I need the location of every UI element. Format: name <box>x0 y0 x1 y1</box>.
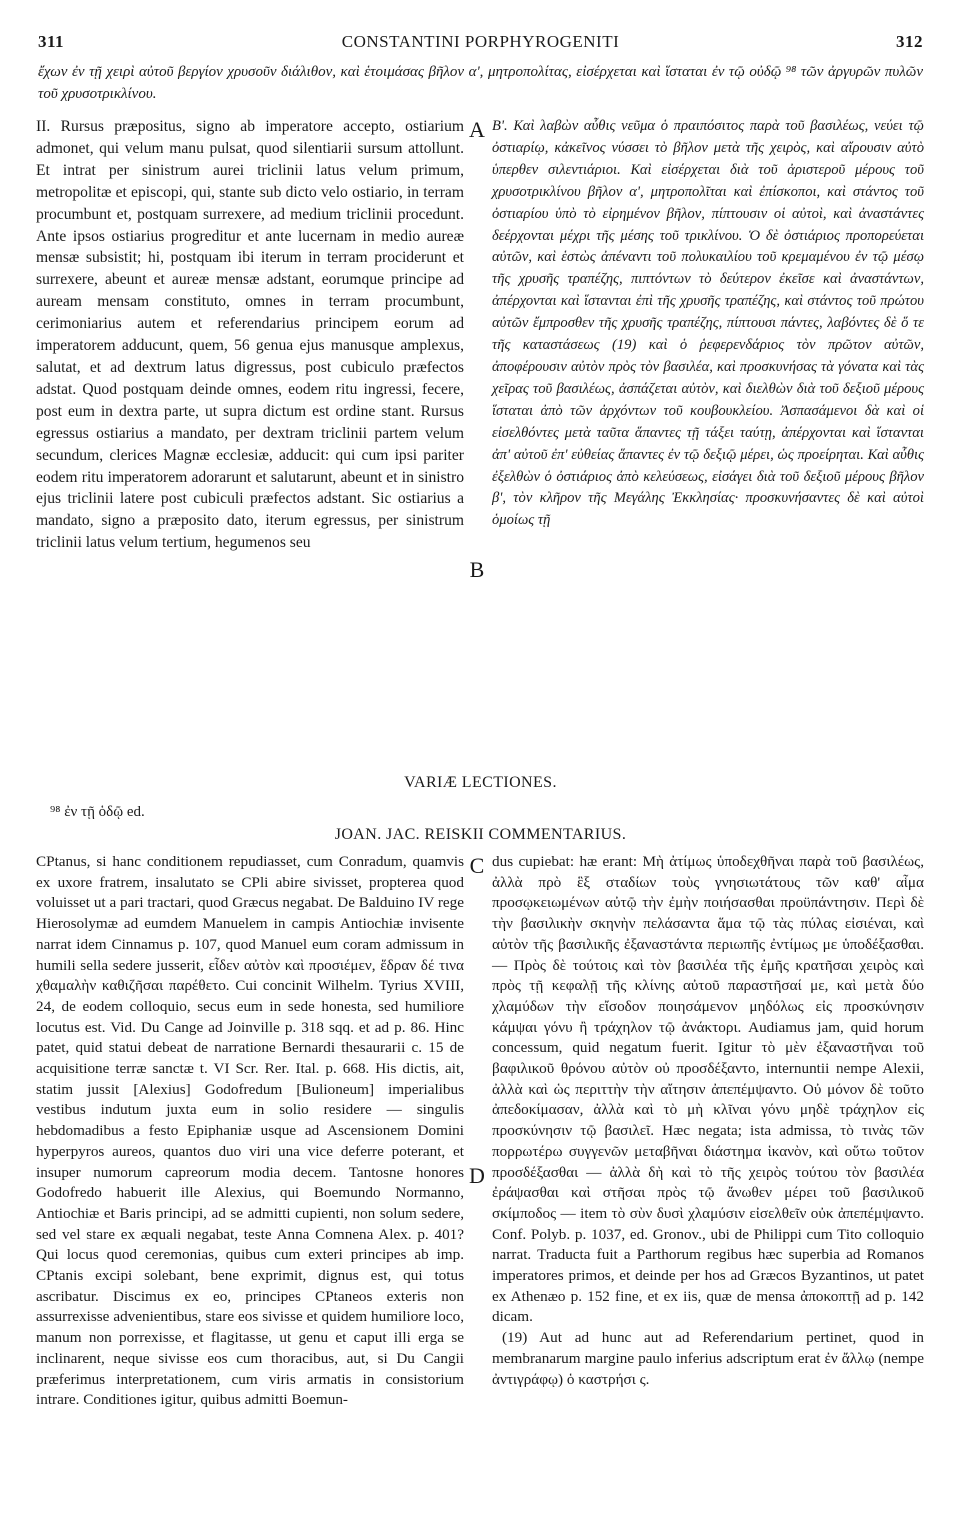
greek-paragraph: Β'. Καὶ λαβὼν αὖθις νεῦμα ὁ πραιπόσιτος παρὰ τοῦ βασιλέως, νεύει τῷ ὀστιαρίῳ, κἀκεῖνος νύσσει τὸ βῆλον μετὰ τῆς χειρὸς, καὶ αἴρουσιν αὐτὸ ὑπερθεν σιλεντιάριοι. Καὶ εἰσέρχεται διὰ τοῦ ἀριστεροῦ μέρους τοῦ χρυσοτρικλίνου βῆλον α', μητροπολῖται καὶ ἐπίσκοποι, καὶ στάντος τοῦ ὀστιαρίου ὑπὸ τὸ εἰρημένον βῆλον, πίπτουσιν οἱ αὐτοὶ, καὶ ἀναστάντες δεέρχονται μέχρι τῆς μέσης τοῦ τρικλίνου. Ὁ δὲ ὀστιάριος προπορεύεται αὐτῶν, καὶ ἑστὼς ἀπέναντι τοῦ πολυκαιλίου τοῦ κρεμαμένου ἐν τῷ μέσῳ τῆς χρυσῆς τραπέζης, πιπτόντων τὸ δεύτερον ἐκεῖσε καὶ ἀναστάντων, ἀπέρχονται καὶ ἵστανται ἐπὶ τῆς χρυσῆς τραπέζης, καὶ στάντος τοῦ πρώτου αὐτῶν ἔμπροσθεν τῆς χρυσῆς τραπέζης, πίπτουσι πάντες, λαβόντες δὲ ὅ τε τῆς καταστάσεως (19) καὶ ὁ ῥεφερενδάριος τὸν πρῶτον αὐτῶν, ἀποφέρουσιν αὐτὸν πρὸς τὸν βασιλέα, καὶ προσκυνήσας τὰ γόνατα καὶ τὰς χεῖρας τοῦ βασιλέως, ἀσπάζεται αὐτὸν, καὶ διελθὼν διὰ τοῦ δεξιοῦ μέρους ἵσταται ἀπὸ τῶν ἀρχόντων τοῦ κουβουκλείου. Ἀσπασάμενοι δὰ καὶ οἱ εἰσελθόντες μετὰ ταῦτα ἅπαντες τῇ τάξει ταύτῃ, ἀπέρχονται καὶ ἵστανται ἀπ' αὐτοῦ ἐπ' εὐθείας ἅπαντες ἐν τῷ δεξιῷ μέρει, ὡς προείρηται. Καὶ αὖθις ἐξελθὼν ὁ ὀστιάριος ἀπὸ κελεύσεως, εἰσάγει διὰ τοῦ δεξιοῦ μέρους βῆλον β', τὸν κλῆρον τῆς Μεγάλης Ἐκκλησίας· προσκυνήσαντες δὲ καὶ αὐτοὶ ὁμοίως τῇ <box>492 118 924 529</box>
margin-letter-d: D <box>469 1163 485 1188</box>
margin-letter-a: A <box>469 117 485 142</box>
commentary-heading: JOAN. JAC. REISKII COMMENTARIUS. <box>334 826 627 843</box>
margin-letter-b: B <box>469 557 485 582</box>
commentary-right-column <box>492 852 924 1390</box>
commentary-left-paragraph: CPtanus, si hanc conditionem repudiasset, cum Conradum, quamvis ex uxore fratrem, insalutato se CPli abire sivisset, propterea quod voluisset ut a pari tractari, quod Græcus negabat. De Balduino IV rege Hierosolymæ ad eumdem Manuelem in campis Antiochiæ invisente narrat idem Cinnamus p. 107, quod Manuel eum coram admissum in humili sella sedere jusserit, εἶδεν αὐτὸν καὶ προσιέμεν, ἕδραν δέ τινα χθαμαλὴν καθιζῆσαι παρέθετο. Cui concinit Wilhelm. Tyrius XVIII, 24, de eodem colloquio, secus eum in sede honesta, sed humiliore locutus est. Vid. Du Cange ad Joinville p. 318 sqq. et ad p. 86. Hinc patet, quid statui debeat de narratione Bernardi thesaurarii c. 15 de acquisitione terræ sanctæ t. VI Scr. Rer. Ital. p. 668. His dictis, ait, statim jussit [Alexius] Godofredum [Bulioneum] imperialibus vestibus indutum juxta eum in solio residere — singulis hebdomadibus a festo Epiphaniæ usque ad Ascensionem Domini hyperpyros aureos, quantos duo viri una vice deferre poterant, et insuper numorum capreorum modia decem. Tantosne honores Godofredo habuerit ille Alexius, qui Boemundo Normanno, Antiochiæ et Baris principi, ad se admitti cupienti, non solum sedere, sed vel stare ex æquali negabat, teste Anna Comnena Alex. p. 401? Qui locus quod ceremonias, quibus cum exteri principes ab imp. CPtanis excipi solebant, bene exprimit, dignus est, qui totus ascribatur. Discimus ex eo, principes CPtaneos exteris non assurrexisse advenientibus, stare eos sivisse et quidem humiliore loco, manum non porrexisse, et flagitasse, ut genu et caput illi erga se inclinarent, neque sivisse eos cum thoracibus, aut, si Du Cangii præferimus interpretationem, cum viris armatis in consistorium intrare. Conditiones igitur, quibus admitti Boemun- <box>36 853 464 1409</box>
page-number-right: 312 <box>896 32 923 51</box>
commentary-note-19: (19) Aut ad hunc aut ad Referendarium pertinet, quod in membranarum margine paulo inferius adscriptum erat ἐν ἄλλῳ (nempe ἀντιγράφῳ) ὁ καστρήσι ς. <box>492 1329 924 1388</box>
running-title: CONSTANTINI PORPHYROGENITI <box>341 32 620 51</box>
page-number-left: 311 <box>38 32 65 51</box>
commentary-right-paragraph: dus cupiebat: hæ erant: Μὴ ἀτίμως ὑποδεχθῆναι παρὰ τοῦ βασιλέως, ἀλλὰ πρὸ ἓξ σταδίων τοὺς γνησιωτάτους τῶν καθ' αἷμα προσῳκειωμένων αὐτῷ τὴν ἐμὴν ποιήσασθαι προϋπάντησιν. Περὶ δὲ τὴν βασιλικὴν σκηνὴν πελάσαντα ἅμα τῷ τὰς πύλας εἰσιέναι, καὶ αὐτὸν τῆς βασιλικῆς ἐξαναστάντα περιωπῆς ἐντίμως με ὑποδέξασθαι. — Πρὸς δὲ τούτοις καὶ τὸν βασιλέα τῆς ἐμῆς κρατῆσαι χειρὸς καὶ πρὸς τῇ κεφαλῇ τῆς κλίνης αὐτοῦ παραστῆσαί με, καὶ μετὰ δύο χλαμύδων τὴν εἴσοδον ποιησάμενον μηδόλως εἰς προσκύνησιν κάμψαι γόνυ ἢ τράχηλον τῷ ἀνάκτορι. Audiamus jam, quid horum concessum, quid negatum fuerit. Igitur τὸ μὲν ἐξαναστῆναι τοῦ βαφιλικοῦ θρόνου αὐτὸν οὐ προσδέξαντο, internuntii nempe Alexii, ἀλλὰ καὶ ὡς περιττὴν τὴν αἴτησιν ἀπεπέμψαντο. Οὐ μόνον δὲ τοῦτο ἀπεδοκίμασαν, ἀλλὰ καὶ τὸ μὴ κλῖναι γόνυ μηδὲ τράχηλον εἰς προσκύνησιν τῷ βασιλεῖ. Hæc negata; ista admissa, τὸ τινὰς τῶν πορρωτέρω συγγενῶν μεταβῆναι διάστημα ἱκανὸν, καὶ οὕτω τοῦτον προσδέξασθαι — ἀλλὰ δὴ καὶ τὸ τῆς χειρὸς τούτου τὸν βασιλέα ἐράψασθαι καὶ στῆσαι πρὸς τῷ ἄνωθεν μέρει τοῦ βασιλικοῦ σκίμποδος — item τὸ σὺν δυσὶ χλαμύσιν εἰσελθεῖν οὐκ ἀπεπέμψαντο. Conf. Polyb. p. 1037, ed. Gronov., ubi de Philippi cum Tito colloquio narrat. Traducta fuit a Parthorum regibus hæc superbia ad Romanos imperatores primos, et deinde per hos ad Græcos Byzantinos, ut patet ex Athenæo p. 152 fine, et ex iis, quæ de mensa ἀποκοπτῇ ad p. 142 dicam. <box>492 853 924 1326</box>
greek-continuation-paragraph: ἔχων ἐν τῇ χειρὶ αὐτοῦ βεργίον χρυσοῦν διάλιθον, καὶ ἑτοιμάσας βῆλον α', μητροπολίτας, εἰσέρχεται καὶ ἵσταται ἐν τῷ οὐδῷ ⁹⁸ τῶν ἀργυρῶν πυλῶν τοῦ χρυσοτρικλίνου. <box>38 64 923 102</box>
greek-column <box>492 116 924 532</box>
latin-column <box>36 116 464 554</box>
margin-letter-c: C <box>469 853 485 878</box>
commentary-left-column <box>36 852 464 1411</box>
footnote: ⁹⁸ ἐν τῇ ὁδῷ ed. <box>50 804 145 820</box>
running-head <box>38 32 923 56</box>
latin-paragraph: II. Rursus præpositus, signo ab imperatore accepto, ostiarium admonet, qui velum manu pulsat, quod silentiarii sursum attollunt. Et intrat per sinistrum aurei triclinii latus velum primum, metropolitæ et episcopi, qui, stante sub dicto velo ostiario, in terram procumbunt et, postquam surrexere, ad medium triclinii procedunt. Ante ipsos ostiarius progreditur et ante lucernam in medio aureæ mensæ subsistit; hi, postquam ibi iterum in terram prociderunt et surrexere, abeunt et aureæ mensæ adstant, eorumque principe ad auream mensam constituto, omnes in terram procumbunt, cerimoniarius autem et referendarius principem eorum ad imperatorem adducunt, quem, 56 genua ejus manusque amplexus, salutat, et ad dextrum latus digressus, post cubiculo præfectos adstat. Quod postquam deinde omnes, eodem ritu ingressi, fecere, post eum in dextra parte, ut supra dictum est ordine stant. Rursus egressus ostiarius a mandato, per dextram triclinii partem velum secundum, clerices Magnæ ecclesiæ, adducit: qui cum ipsi pariter eodem ritu imperatorem adorarunt et salutarunt, abeunt et in sinistro ejus triclinii latere post cubiculi præfectos adstant. Sic ostiarius a mandato, signo a præposito dato, iterum egressus, per sinistrum triclinii latus velum tertium, hegumenos seu <box>36 118 464 552</box>
varia-lectiones-heading: VARIÆ LECTIONES. <box>404 774 557 791</box>
